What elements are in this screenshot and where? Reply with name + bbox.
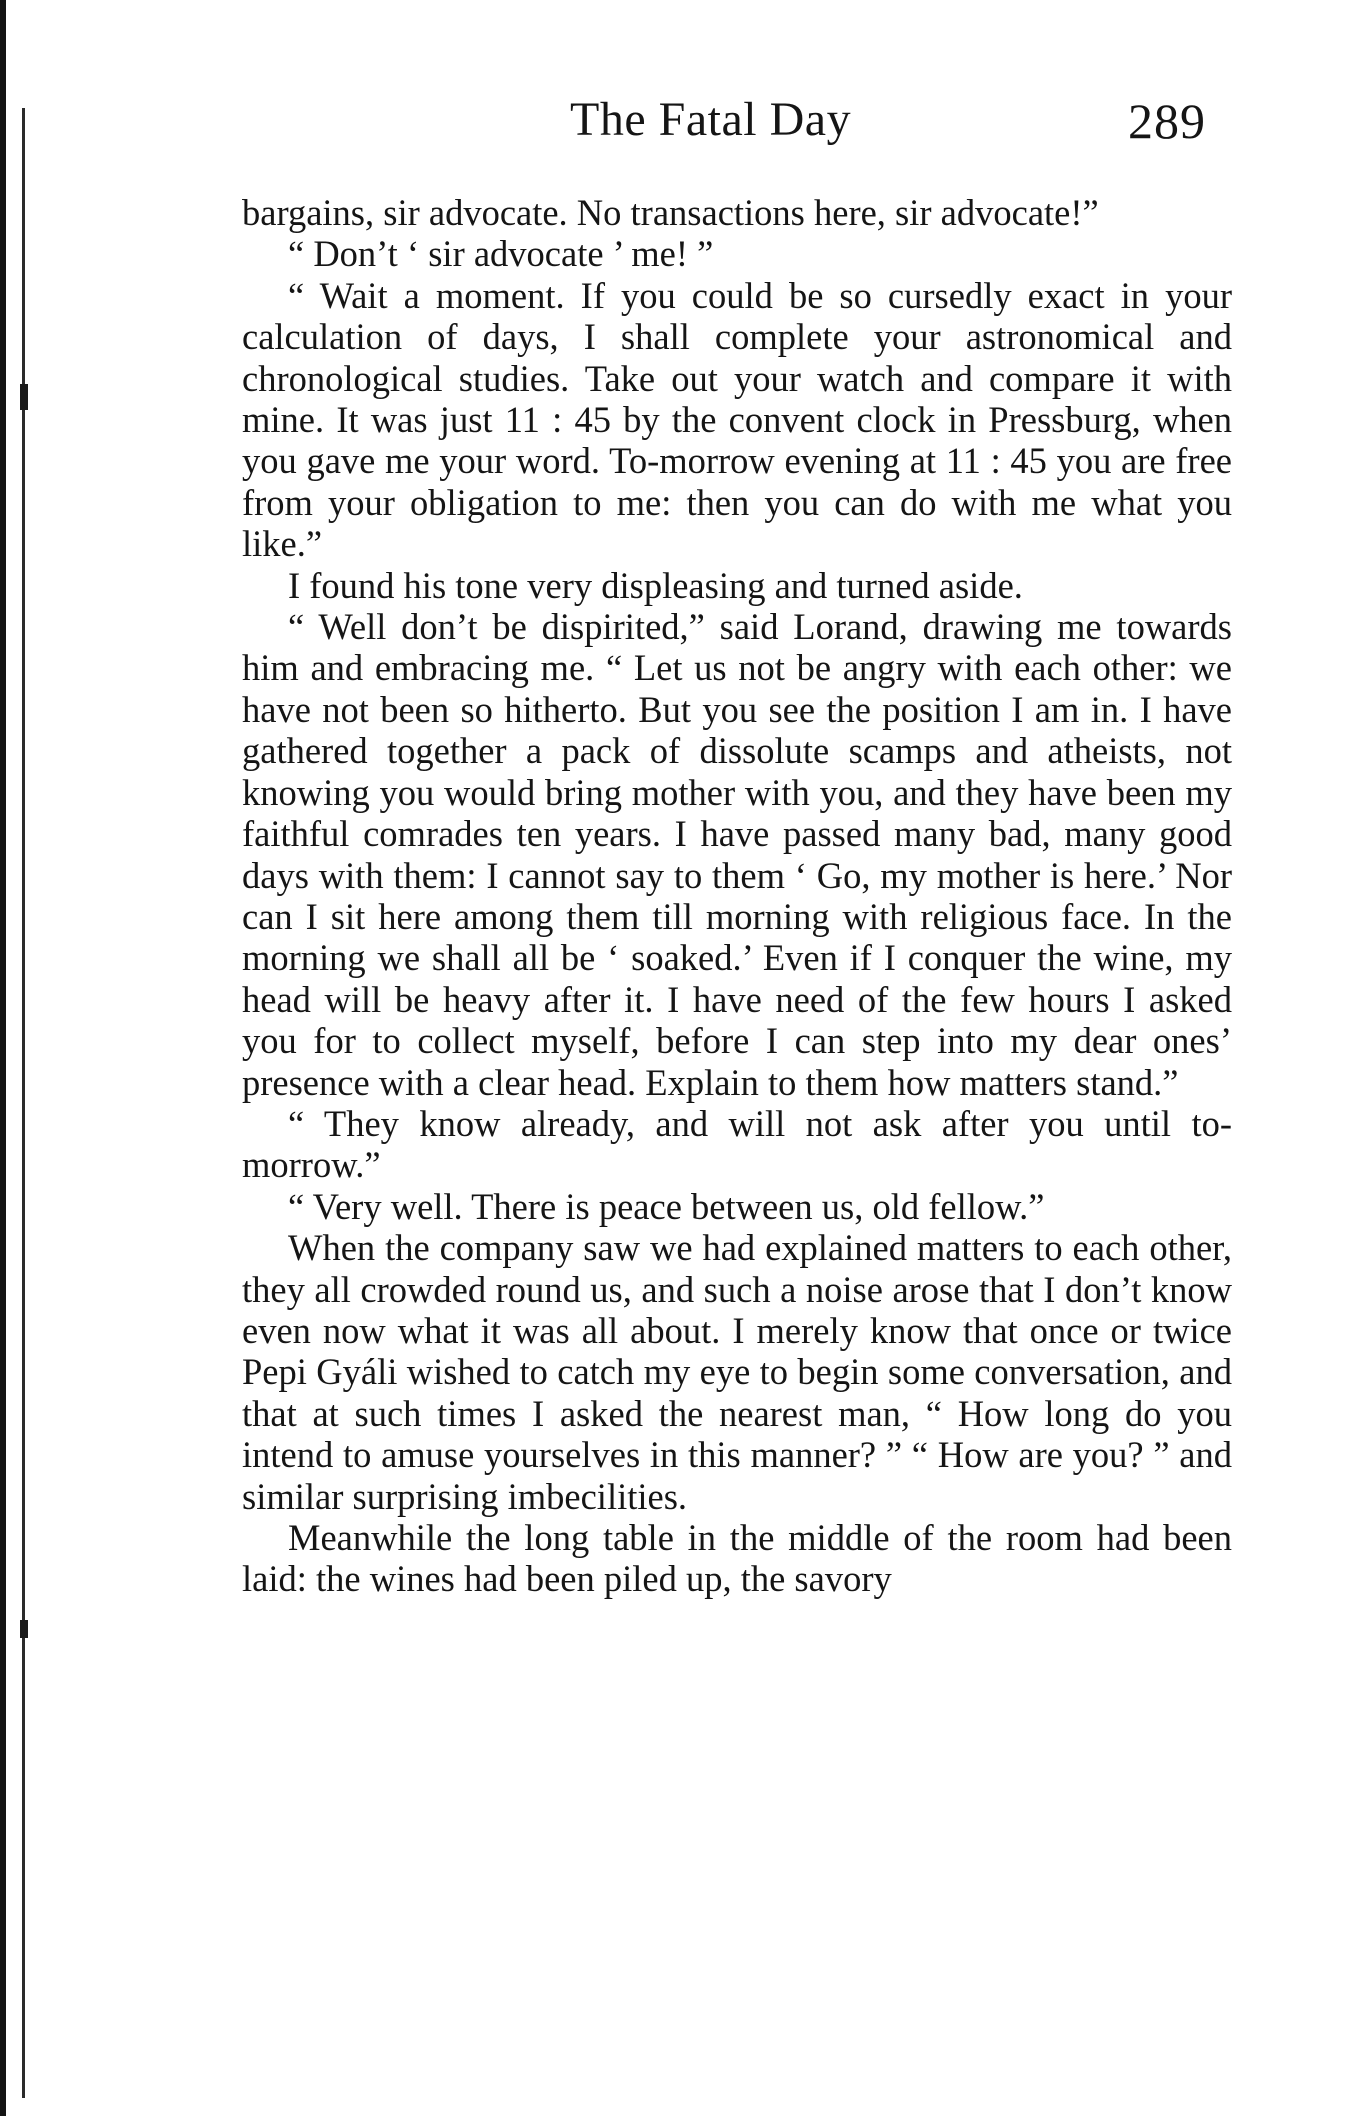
paragraph: Meanwhile the long table in the middle of the room had been laid: the wines had been piled up, the savory bbox=[242, 1517, 1232, 1600]
paragraph: “ Wait a moment. If you could be so cursedly exact in your calculation of days, I shall complete your astronomical and chronological studies. Take out your watch and compare it with mine. It was just 11 : 45 by the convent clock in Pressburg, when you gave me your word. To-morrow evening at 11 : 45 you are free from your obligation to me: then you can do with me what you like.” bbox=[242, 274, 1232, 565]
paragraph: bargains, sir advocate. No transactions here, sir advocate!” bbox=[242, 192, 1099, 233]
gutter-mark bbox=[20, 1620, 28, 1638]
paragraph: “ Very well. There is peace between us, old fellow.” bbox=[288, 1185, 1045, 1227]
running-head bbox=[0, 92, 1370, 152]
running-title: The Fatal Day bbox=[570, 93, 852, 146]
page-binding-edge bbox=[0, 0, 6, 2116]
paragraph: “ Don’t ‘ sir advocate ’ me! ” bbox=[288, 233, 714, 275]
page-number: 289 bbox=[1128, 93, 1206, 149]
paragraph: I found his tone very displeasing and turned aside. bbox=[288, 564, 1023, 606]
paragraph: “ They know already, and will not ask after you until to-morrow.” bbox=[242, 1102, 1232, 1186]
paragraph: When the company saw we had explained matters to each other, they all crowded round us, and such a noise arose that I don’t know even now what it was all about. I merely know that once or twice Pepi Gyáli wished to catch my eye to begin some conversation, and that at such times I asked the nearest man, “ How long do you intend to amuse yourselves in this manner? ” “ How are you? ” and similar surprising imbecilities. bbox=[242, 1227, 1232, 1517]
paragraph: “ Well don’t be dispirited,” said Lorand, drawing me towards him and embracing me. “ Let us not be angry with each other: we have not been so hitherto. But you see the position I am in. I have gathered together a pack of dissolute scamps and atheists, not knowing you would bring mother with you, and they have been my faithful comrades ten years. I have passed many bad, many good days with them: I cannot say to them ‘ Go, my mother is here.’ Nor can I sit here among them till morning with religious face. In the morning we shall all be ‘ soaked.’ Even if I conquer the wine, my head will be heavy after it. I have need of the few hours I asked you for to collect myself, before I can step into my dear ones’ presence with a clear head. Explain to them how matters stand.” bbox=[242, 606, 1232, 1103]
page-body bbox=[242, 192, 1232, 1600]
gutter-mark bbox=[20, 384, 28, 410]
